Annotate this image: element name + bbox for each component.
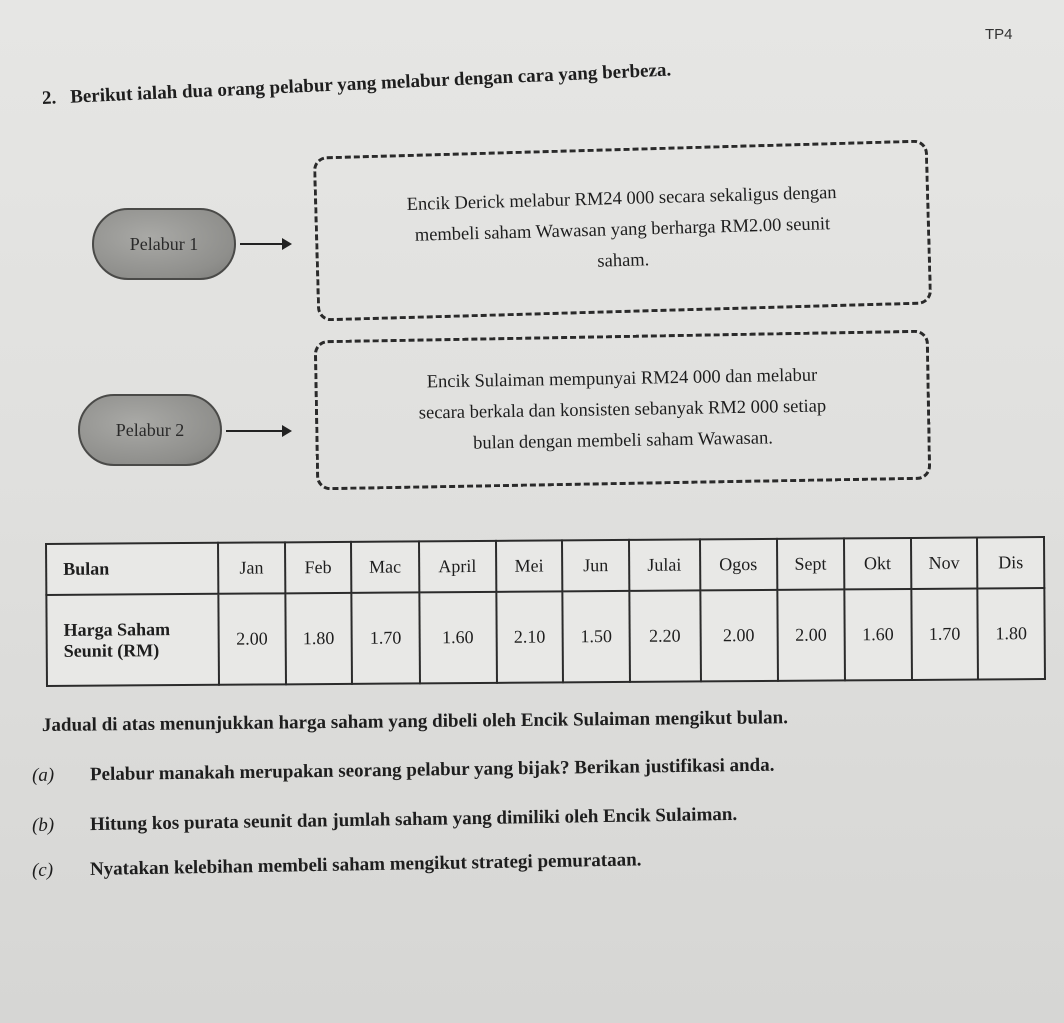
month-cell: April: [419, 541, 496, 593]
part-b: [32, 804, 737, 837]
investor-2-line-2: secara berkala dan konsisten sebanyak RM2 000 setiap: [418, 395, 827, 424]
price-cell: 2.00: [218, 593, 285, 684]
investor-2-description: [314, 330, 932, 491]
row-header-price-line-1: Harga Saham: [63, 618, 171, 640]
investor-1-line-2: membeli saham Wawasan yang berharga RM2.00 seunit: [414, 214, 831, 246]
investor-1-line-1: Encik Derick melabur RM24 000 secara sekaligus dengan: [406, 183, 837, 216]
investor-2-line-1: Encik Sulaiman mempunyai RM24 000 dan melabur: [426, 365, 818, 392]
investor-1-line-3: saham.: [597, 250, 650, 272]
price-cell: 1.70: [911, 589, 978, 680]
question-intro-text: Berikut ialah dua orang pelabur yang melabur dengan cara yang berbeza.: [69, 59, 672, 108]
row-header-price-line-2: Seunit (RM): [63, 639, 160, 661]
table-row: [46, 537, 1044, 595]
month-cell: Mac: [351, 541, 419, 593]
investor-2-line-3: bulan dengan membeli saham Wawasan.: [473, 427, 774, 454]
part-a-label: (a): [31, 764, 55, 786]
part-b-label: (b): [31, 814, 55, 836]
month-cell: Julai: [629, 539, 700, 591]
price-cell: 2.20: [629, 591, 700, 682]
investor-1-label: Pelabur 1: [92, 208, 236, 280]
investor-2-label: Pelabur 2: [78, 394, 222, 466]
part-c: [32, 849, 642, 882]
arrow-icon: [226, 430, 290, 432]
arrow-icon: [240, 243, 290, 245]
investor-1-description: [313, 139, 932, 321]
month-cell: Mei: [496, 540, 563, 592]
month-cell: Jun: [562, 540, 629, 592]
month-cell: Okt: [844, 538, 911, 590]
month-cell: Sept: [777, 538, 845, 590]
month-cell: Feb: [285, 542, 352, 594]
corner-label: TP4: [985, 26, 1013, 43]
price-cell: 1.80: [978, 588, 1045, 679]
table-row: [46, 588, 1045, 686]
question-intro: [42, 59, 672, 110]
table-caption: Jadual di atas menunjukkan harga saham yang dibeli oleh Encik Sulaiman mengikut bulan.: [41, 707, 789, 736]
part-c-label: (c): [31, 859, 54, 881]
part-a: [32, 755, 775, 787]
price-cell: 1.70: [352, 592, 420, 683]
price-cell: 1.80: [285, 593, 352, 684]
price-cell: 1.50: [563, 591, 630, 682]
row-header-month: Bulan: [46, 543, 218, 595]
price-cell: 1.60: [419, 592, 497, 683]
month-cell: Jan: [218, 542, 285, 594]
price-cell: 2.00: [700, 590, 778, 681]
price-table: [45, 536, 1046, 687]
row-header-price: [46, 594, 219, 686]
price-cell: 2.00: [777, 590, 845, 681]
month-cell: Dis: [977, 537, 1044, 589]
question-number: 2.: [41, 87, 57, 109]
month-cell: Ogos: [699, 539, 776, 591]
part-c-text: Nyatakan kelebihan membeli saham mengikut strategi pemurataan.: [89, 849, 642, 880]
price-cell: 1.60: [844, 589, 911, 680]
part-a-text: Pelabur manakah merupakan seorang pelabur yang bijak? Berikan justifikasi anda.: [89, 754, 775, 786]
month-cell: Nov: [911, 537, 978, 589]
price-cell: 2.10: [496, 591, 563, 682]
part-b-text: Hitung kos purata seunit dan jumlah saham yang dimiliki oleh Encik Sulaiman.: [89, 803, 738, 836]
